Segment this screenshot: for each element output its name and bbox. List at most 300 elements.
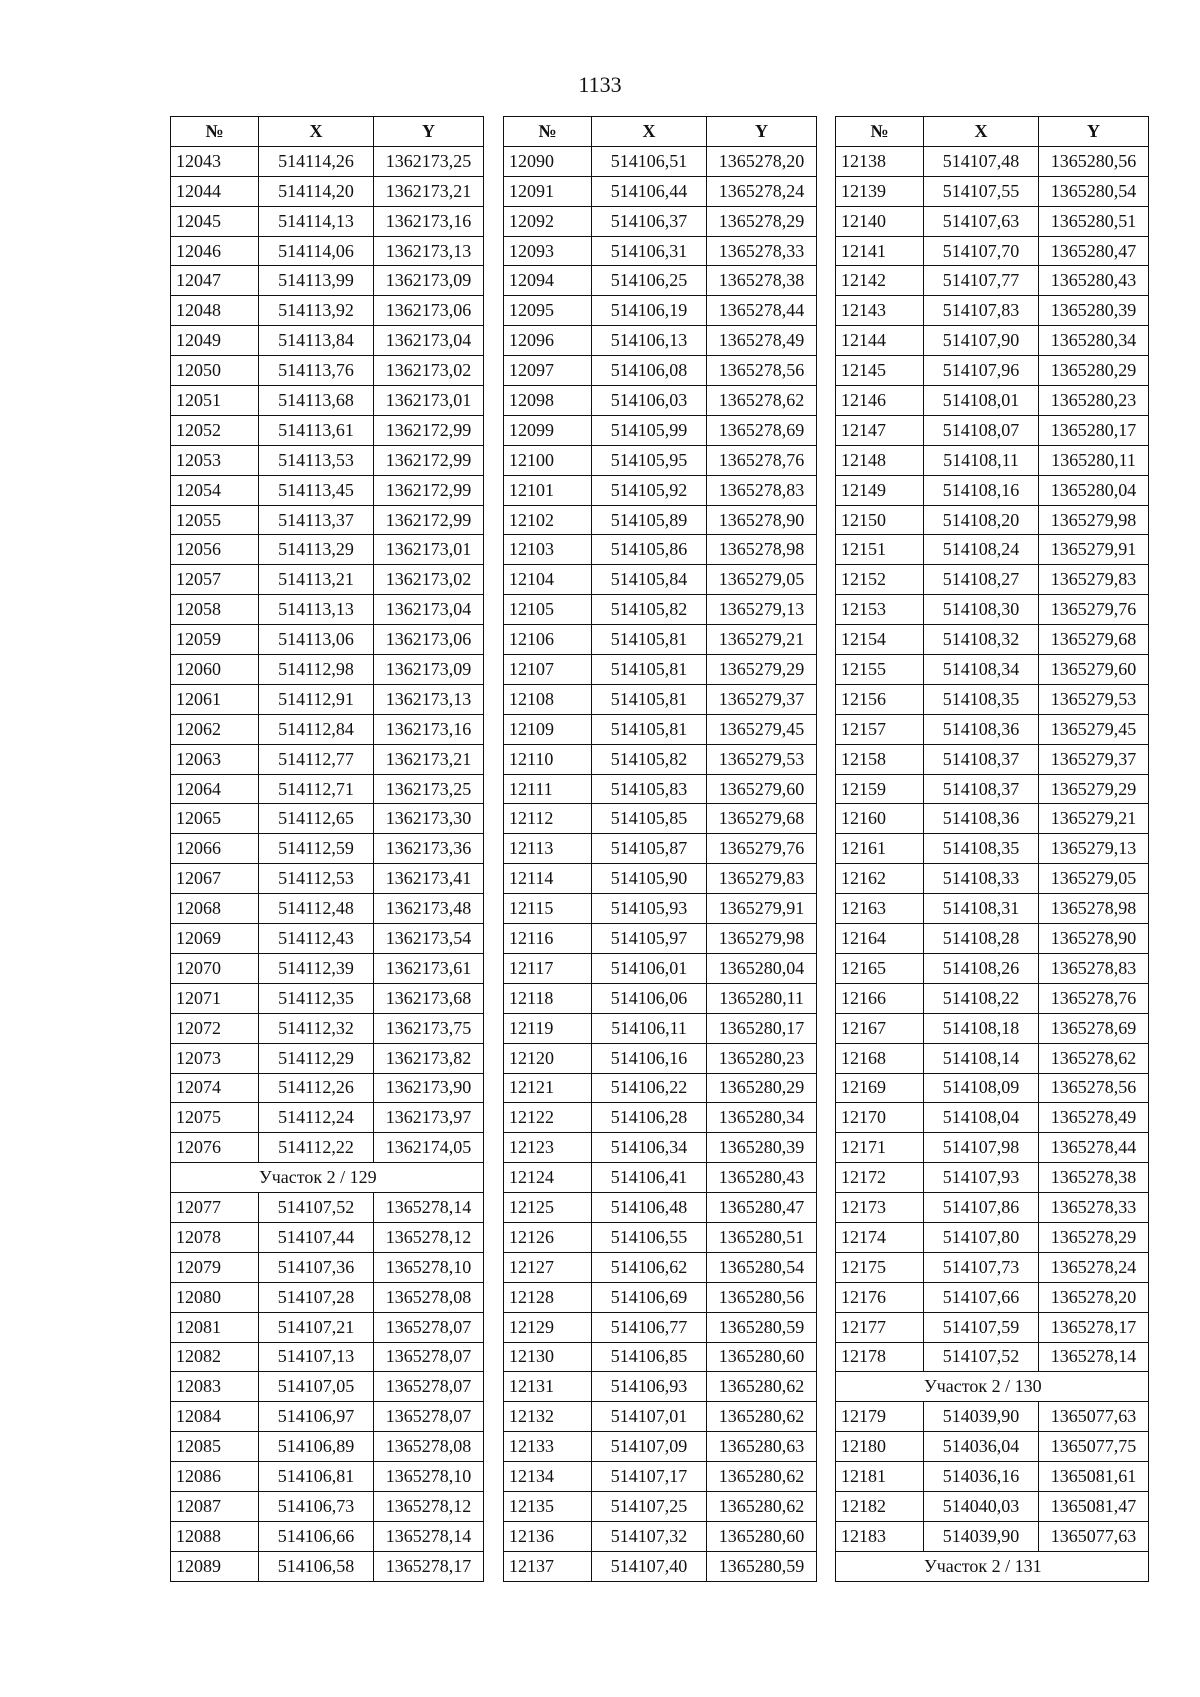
x-coordinate: 514112,24 (259, 1103, 374, 1133)
y-coordinate: 1365279,98 (707, 924, 817, 954)
point-number: 12163 (836, 894, 924, 924)
point-number: 12057 (171, 565, 259, 595)
y-coordinate: 1365279,37 (707, 684, 817, 714)
x-coordinate: 514106,69 (592, 1282, 707, 1312)
table-row (836, 475, 1149, 505)
y-coordinate: 1365279,91 (707, 894, 817, 924)
x-coordinate: 514106,03 (592, 386, 707, 416)
header-x: X (259, 117, 374, 147)
point-number: 12117 (504, 953, 592, 983)
y-coordinate: 1365279,29 (707, 655, 817, 685)
table-row (504, 1342, 817, 1372)
table-row (171, 774, 484, 804)
x-coordinate: 514036,16 (924, 1462, 1039, 1492)
point-number: 12154 (836, 625, 924, 655)
table-row (504, 983, 817, 1013)
y-coordinate: 1365280,51 (707, 1222, 817, 1252)
point-number: 12098 (504, 386, 592, 416)
y-coordinate: 1365280,39 (707, 1133, 817, 1163)
y-coordinate: 1365279,68 (707, 804, 817, 834)
point-number: 12051 (171, 386, 259, 416)
x-coordinate: 514107,28 (259, 1282, 374, 1312)
y-coordinate: 1365278,98 (1039, 894, 1149, 924)
table-row (171, 894, 484, 924)
y-coordinate: 1365280,56 (1039, 146, 1149, 176)
point-number: 12053 (171, 445, 259, 475)
table-row (171, 266, 484, 296)
y-coordinate: 1365278,07 (374, 1402, 484, 1432)
point-number: 12067 (171, 864, 259, 894)
point-number: 12131 (504, 1372, 592, 1402)
x-coordinate: 514106,44 (592, 176, 707, 206)
point-number: 12090 (504, 146, 592, 176)
point-number: 12168 (836, 1043, 924, 1073)
table-row (504, 1282, 817, 1312)
y-coordinate: 1365278,56 (1039, 1073, 1149, 1103)
table-row (504, 296, 817, 326)
x-coordinate: 514040,03 (924, 1491, 1039, 1521)
x-coordinate: 514113,37 (259, 505, 374, 535)
x-coordinate: 514112,59 (259, 834, 374, 864)
y-coordinate: 1365081,61 (1039, 1462, 1149, 1492)
x-coordinate: 514106,22 (592, 1073, 707, 1103)
table-row (836, 535, 1149, 565)
table-row (836, 1013, 1149, 1043)
y-coordinate: 1365278,90 (707, 505, 817, 535)
point-number: 12068 (171, 894, 259, 924)
x-coordinate: 514105,99 (592, 415, 707, 445)
x-coordinate: 514107,48 (924, 146, 1039, 176)
table-row (171, 1551, 484, 1581)
x-coordinate: 514107,17 (592, 1462, 707, 1492)
y-coordinate: 1365280,62 (707, 1372, 817, 1402)
table-row (836, 714, 1149, 744)
point-number: 12115 (504, 894, 592, 924)
y-coordinate: 1365280,47 (1039, 236, 1149, 266)
y-coordinate: 1365280,43 (1039, 266, 1149, 296)
table-row (836, 1252, 1149, 1282)
x-coordinate: 514108,01 (924, 386, 1039, 416)
table-row (836, 1312, 1149, 1342)
y-coordinate: 1362173,04 (374, 326, 484, 356)
table-row (504, 176, 817, 206)
table-row (171, 924, 484, 954)
x-coordinate: 514108,35 (924, 684, 1039, 714)
y-coordinate: 1365278,07 (374, 1372, 484, 1402)
y-coordinate: 1365280,47 (707, 1193, 817, 1223)
x-coordinate: 514112,53 (259, 864, 374, 894)
y-coordinate: 1362173,02 (374, 356, 484, 386)
x-coordinate: 514106,08 (592, 356, 707, 386)
x-coordinate: 514106,48 (592, 1193, 707, 1223)
y-coordinate: 1362172,99 (374, 415, 484, 445)
table-row (171, 475, 484, 505)
x-coordinate: 514113,99 (259, 266, 374, 296)
point-number: 12142 (836, 266, 924, 296)
x-coordinate: 514105,81 (592, 714, 707, 744)
table-row (836, 206, 1149, 236)
x-coordinate: 514112,98 (259, 655, 374, 685)
y-coordinate: 1362173,90 (374, 1073, 484, 1103)
table-row (504, 326, 817, 356)
table-row (171, 356, 484, 386)
y-coordinate: 1365280,51 (1039, 206, 1149, 236)
y-coordinate: 1362172,99 (374, 505, 484, 535)
x-coordinate: 514114,26 (259, 146, 374, 176)
point-number: 12159 (836, 774, 924, 804)
point-number: 12149 (836, 475, 924, 505)
point-number: 12174 (836, 1222, 924, 1252)
y-coordinate: 1365279,83 (707, 864, 817, 894)
point-number: 12085 (171, 1432, 259, 1462)
y-coordinate: 1365278,83 (707, 475, 817, 505)
table-header-row (836, 117, 1149, 147)
table-row (504, 1013, 817, 1043)
point-number: 12160 (836, 804, 924, 834)
table-row (171, 146, 484, 176)
table-row (836, 415, 1149, 445)
table-row (836, 1462, 1149, 1492)
x-coordinate: 514113,06 (259, 625, 374, 655)
x-coordinate: 514113,61 (259, 415, 374, 445)
y-coordinate: 1365279,60 (707, 774, 817, 804)
x-coordinate: 514107,44 (259, 1222, 374, 1252)
point-number: 12155 (836, 655, 924, 685)
table-row (504, 625, 817, 655)
x-coordinate: 514108,28 (924, 924, 1039, 954)
point-number: 12091 (504, 176, 592, 206)
y-coordinate: 1365278,33 (707, 236, 817, 266)
y-coordinate: 1365279,60 (1039, 655, 1149, 685)
point-number: 12124 (504, 1163, 592, 1193)
x-coordinate: 514107,52 (259, 1193, 374, 1223)
x-coordinate: 514113,92 (259, 296, 374, 326)
point-number: 12179 (836, 1402, 924, 1432)
x-coordinate: 514108,27 (924, 565, 1039, 595)
x-coordinate: 514108,36 (924, 714, 1039, 744)
table-row (836, 356, 1149, 386)
x-coordinate: 514108,09 (924, 1073, 1039, 1103)
table-row (504, 146, 817, 176)
point-number: 12151 (836, 535, 924, 565)
x-coordinate: 514106,62 (592, 1252, 707, 1282)
x-coordinate: 514107,93 (924, 1163, 1039, 1193)
table-row (171, 625, 484, 655)
y-coordinate: 1365280,56 (707, 1282, 817, 1312)
x-coordinate: 514112,48 (259, 894, 374, 924)
y-coordinate: 1365280,11 (707, 983, 817, 1013)
table-row (171, 206, 484, 236)
x-coordinate: 514112,71 (259, 774, 374, 804)
x-coordinate: 514107,40 (592, 1551, 707, 1581)
point-number: 12104 (504, 565, 592, 595)
point-number: 12047 (171, 266, 259, 296)
x-coordinate: 514106,16 (592, 1043, 707, 1073)
table-row (836, 1432, 1149, 1462)
y-coordinate: 1362173,13 (374, 684, 484, 714)
table-row (504, 1491, 817, 1521)
x-coordinate: 514108,18 (924, 1013, 1039, 1043)
y-coordinate: 1365278,07 (374, 1342, 484, 1372)
y-coordinate: 1365278,90 (1039, 924, 1149, 954)
point-number: 12075 (171, 1103, 259, 1133)
point-number: 12100 (504, 445, 592, 475)
header-y: Y (1039, 117, 1149, 147)
point-number: 12079 (171, 1252, 259, 1282)
point-number: 12095 (504, 296, 592, 326)
section-row (836, 1372, 1149, 1402)
y-coordinate: 1365077,75 (1039, 1432, 1149, 1462)
y-coordinate: 1362173,01 (374, 386, 484, 416)
y-coordinate: 1365280,04 (1039, 475, 1149, 505)
table-header-row (171, 117, 484, 147)
point-number: 12082 (171, 1342, 259, 1372)
y-coordinate: 1365279,53 (1039, 684, 1149, 714)
point-number: 12106 (504, 625, 592, 655)
y-coordinate: 1362173,06 (374, 625, 484, 655)
table-row (504, 655, 817, 685)
point-number: 12173 (836, 1193, 924, 1223)
y-coordinate: 1365280,59 (707, 1551, 817, 1581)
x-coordinate: 514112,43 (259, 924, 374, 954)
x-coordinate: 514113,29 (259, 535, 374, 565)
x-coordinate: 514107,70 (924, 236, 1039, 266)
point-number: 12087 (171, 1491, 259, 1521)
point-number: 12138 (836, 146, 924, 176)
y-coordinate: 1365278,08 (374, 1432, 484, 1462)
x-coordinate: 514108,35 (924, 834, 1039, 864)
point-number: 12128 (504, 1282, 592, 1312)
x-coordinate: 514107,86 (924, 1193, 1039, 1223)
table-row (504, 714, 817, 744)
x-coordinate: 514106,11 (592, 1013, 707, 1043)
y-coordinate: 1365278,76 (707, 445, 817, 475)
point-number: 12181 (836, 1462, 924, 1492)
x-coordinate: 514107,21 (259, 1312, 374, 1342)
table-row (504, 1372, 817, 1402)
point-number: 12078 (171, 1222, 259, 1252)
section-label: Участок 2 / 129 (171, 1163, 484, 1193)
point-number: 12162 (836, 864, 924, 894)
x-coordinate: 514106,77 (592, 1312, 707, 1342)
point-number: 12048 (171, 296, 259, 326)
x-coordinate: 514108,26 (924, 953, 1039, 983)
y-coordinate: 1362173,09 (374, 655, 484, 685)
y-coordinate: 1365280,34 (1039, 326, 1149, 356)
table-row (836, 774, 1149, 804)
table-row (504, 1222, 817, 1252)
table-row (504, 1521, 817, 1551)
table-row (171, 445, 484, 475)
table-row (171, 1043, 484, 1073)
point-number: 12135 (504, 1491, 592, 1521)
y-coordinate: 1365279,21 (707, 625, 817, 655)
table-row (836, 386, 1149, 416)
point-number: 12052 (171, 415, 259, 445)
y-coordinate: 1365280,59 (707, 1312, 817, 1342)
y-coordinate: 1365278,69 (707, 415, 817, 445)
y-coordinate: 1365278,14 (374, 1521, 484, 1551)
table-row (171, 983, 484, 1013)
table-row (836, 595, 1149, 625)
point-number: 12172 (836, 1163, 924, 1193)
header-y: Y (374, 117, 484, 147)
point-number: 12061 (171, 684, 259, 714)
x-coordinate: 514105,81 (592, 684, 707, 714)
x-coordinate: 514108,07 (924, 415, 1039, 445)
point-number: 12081 (171, 1312, 259, 1342)
y-coordinate: 1365280,62 (707, 1402, 817, 1432)
y-coordinate: 1362173,68 (374, 983, 484, 1013)
y-coordinate: 1362173,06 (374, 296, 484, 326)
table-row (171, 684, 484, 714)
point-number: 12077 (171, 1193, 259, 1223)
table-row (504, 744, 817, 774)
table-row (171, 1342, 484, 1372)
point-number: 12069 (171, 924, 259, 954)
x-coordinate: 514105,81 (592, 655, 707, 685)
y-coordinate: 1365280,60 (707, 1521, 817, 1551)
x-coordinate: 514108,24 (924, 535, 1039, 565)
table-row (836, 684, 1149, 714)
y-coordinate: 1365278,38 (707, 266, 817, 296)
x-coordinate: 514106,37 (592, 206, 707, 236)
x-coordinate: 514107,55 (924, 176, 1039, 206)
table-row (836, 1103, 1149, 1133)
y-coordinate: 1365279,45 (707, 714, 817, 744)
y-coordinate: 1365279,05 (707, 565, 817, 595)
y-coordinate: 1365279,91 (1039, 535, 1149, 565)
table-row (504, 1252, 817, 1282)
y-coordinate: 1365279,13 (707, 595, 817, 625)
table-row (836, 894, 1149, 924)
y-coordinate: 1365279,68 (1039, 625, 1149, 655)
x-coordinate: 514107,83 (924, 296, 1039, 326)
table-row (836, 655, 1149, 685)
table-row (504, 834, 817, 864)
table-row (836, 1282, 1149, 1312)
x-coordinate: 514105,83 (592, 774, 707, 804)
y-coordinate: 1362173,13 (374, 236, 484, 266)
x-coordinate: 514112,22 (259, 1133, 374, 1163)
point-number: 12080 (171, 1282, 259, 1312)
y-coordinate: 1365278,12 (374, 1491, 484, 1521)
x-coordinate: 514107,09 (592, 1432, 707, 1462)
coordinates-table-2 (503, 116, 817, 1582)
table-row (504, 684, 817, 714)
header-x: X (592, 117, 707, 147)
point-number: 12166 (836, 983, 924, 1013)
section-row (171, 1163, 484, 1193)
y-coordinate: 1362172,99 (374, 475, 484, 505)
point-number: 12121 (504, 1073, 592, 1103)
y-coordinate: 1365280,23 (1039, 386, 1149, 416)
x-coordinate: 514112,84 (259, 714, 374, 744)
x-coordinate: 514113,21 (259, 565, 374, 595)
x-coordinate: 514113,53 (259, 445, 374, 475)
table-row (836, 1222, 1149, 1252)
x-coordinate: 514105,97 (592, 924, 707, 954)
point-number: 12148 (836, 445, 924, 475)
y-coordinate: 1365279,83 (1039, 565, 1149, 595)
y-coordinate: 1365279,05 (1039, 864, 1149, 894)
table-row (171, 595, 484, 625)
y-coordinate: 1365081,47 (1039, 1491, 1149, 1521)
y-coordinate: 1365280,63 (707, 1432, 817, 1462)
table-row (171, 326, 484, 356)
point-number: 12170 (836, 1103, 924, 1133)
y-coordinate: 1362173,04 (374, 595, 484, 625)
point-number: 12140 (836, 206, 924, 236)
x-coordinate: 514113,45 (259, 475, 374, 505)
point-number: 12063 (171, 744, 259, 774)
y-coordinate: 1365278,98 (707, 535, 817, 565)
x-coordinate: 514114,06 (259, 236, 374, 266)
point-number: 12046 (171, 236, 259, 266)
x-coordinate: 514108,30 (924, 595, 1039, 625)
point-number: 12072 (171, 1013, 259, 1043)
x-coordinate: 514106,34 (592, 1133, 707, 1163)
section-row (836, 1551, 1149, 1581)
table-body (171, 146, 484, 1581)
x-coordinate: 514107,05 (259, 1372, 374, 1402)
x-coordinate: 514108,20 (924, 505, 1039, 535)
y-coordinate: 1365279,37 (1039, 744, 1149, 774)
point-number: 12055 (171, 505, 259, 535)
y-coordinate: 1362173,16 (374, 206, 484, 236)
point-number: 12111 (504, 774, 592, 804)
y-coordinate: 1365278,20 (707, 146, 817, 176)
x-coordinate: 514106,06 (592, 983, 707, 1013)
point-number: 12137 (504, 1551, 592, 1581)
point-number: 12120 (504, 1043, 592, 1073)
x-coordinate: 514106,97 (259, 1402, 374, 1432)
y-coordinate: 1362173,21 (374, 744, 484, 774)
y-coordinate: 1365077,63 (1039, 1402, 1149, 1432)
point-number: 12157 (836, 714, 924, 744)
table-row (171, 1222, 484, 1252)
x-coordinate: 514105,87 (592, 834, 707, 864)
table-row (171, 953, 484, 983)
point-number: 12092 (504, 206, 592, 236)
x-coordinate: 514106,93 (592, 1372, 707, 1402)
table-row (171, 804, 484, 834)
x-coordinate: 514106,51 (592, 146, 707, 176)
y-coordinate: 1365278,14 (1039, 1342, 1149, 1372)
table-row (504, 386, 817, 416)
point-number: 12133 (504, 1432, 592, 1462)
x-coordinate: 514107,90 (924, 326, 1039, 356)
point-number: 12050 (171, 356, 259, 386)
point-number: 12109 (504, 714, 592, 744)
x-coordinate: 514107,25 (592, 1491, 707, 1521)
x-coordinate: 514112,39 (259, 953, 374, 983)
table-row (836, 146, 1149, 176)
y-coordinate: 1365279,98 (1039, 505, 1149, 535)
x-coordinate: 514107,96 (924, 356, 1039, 386)
point-number: 12178 (836, 1342, 924, 1372)
y-coordinate: 1362173,30 (374, 804, 484, 834)
y-coordinate: 1365279,76 (707, 834, 817, 864)
x-coordinate: 514106,13 (592, 326, 707, 356)
y-coordinate: 1365280,60 (707, 1342, 817, 1372)
point-number: 12102 (504, 505, 592, 535)
x-coordinate: 514106,55 (592, 1222, 707, 1252)
point-number: 12164 (836, 924, 924, 954)
x-coordinate: 514113,68 (259, 386, 374, 416)
coordinates-table-1 (170, 116, 484, 1582)
table-row (836, 834, 1149, 864)
